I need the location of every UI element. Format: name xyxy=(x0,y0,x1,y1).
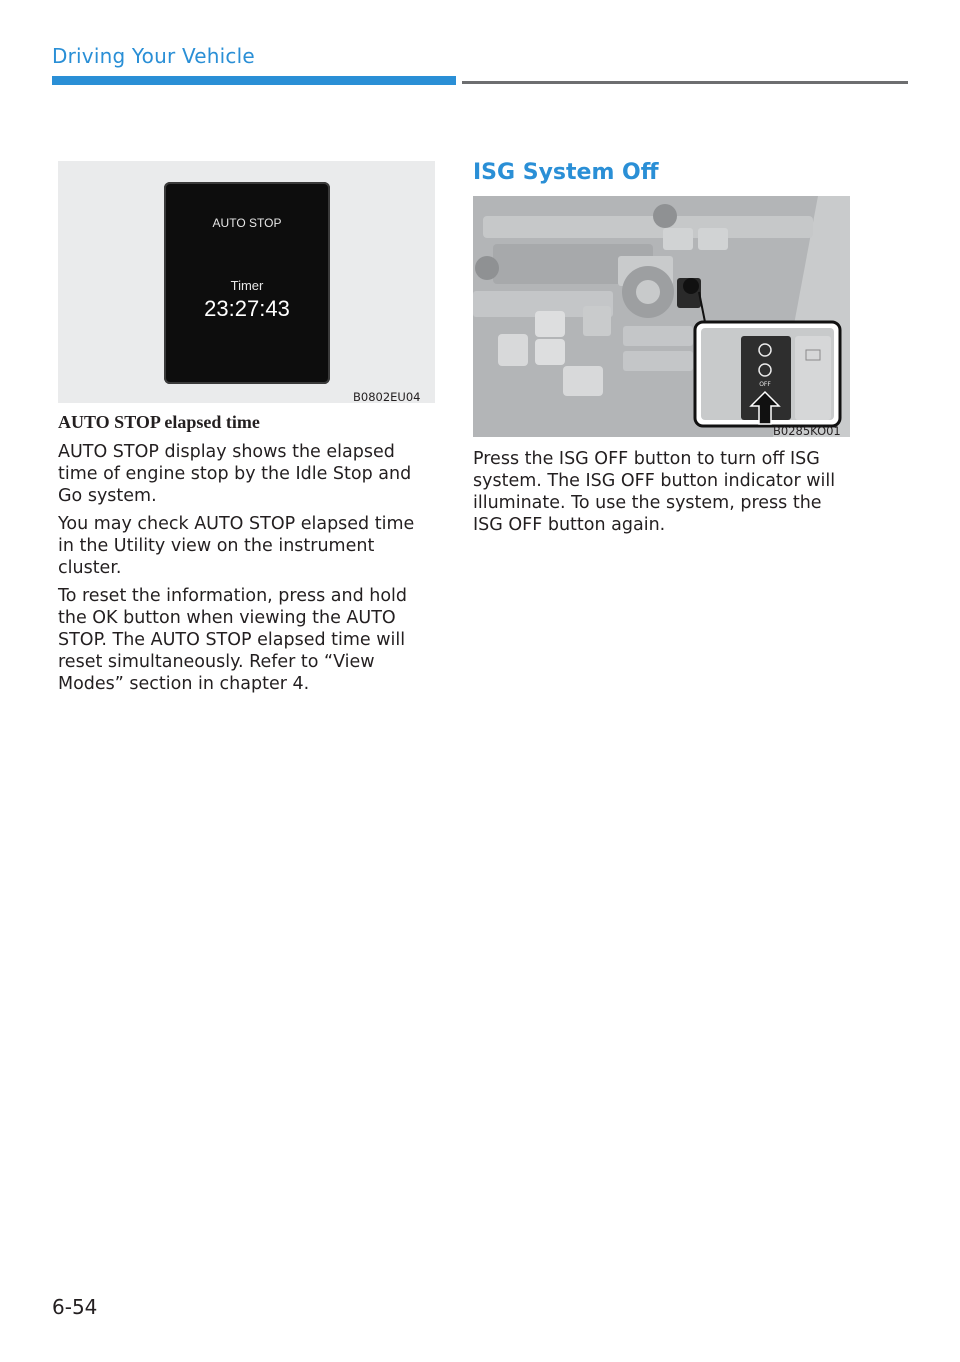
subheading: AUTO STOP elapsed time xyxy=(58,412,260,432)
center-console-illustration xyxy=(473,196,850,437)
running-header: Driving Your Vehicle xyxy=(52,44,255,68)
isg-off-button-figure xyxy=(473,196,850,437)
paragraph-3: To reset the information, press and hold the OK button when viewing the AUTO STOP. The AUTO STOP elapsed time will reset simultaneously. Refer to “View Modes” section in chapter 4. xyxy=(58,586,408,694)
auto-stop-display-figure xyxy=(58,161,435,403)
timer-label: Timer xyxy=(230,278,264,293)
isg-paragraph: Press the ISG OFF button to turn off ISG system. The ISG OFF button indicator will illuminate. To use the system, press the ISG OFF button again. xyxy=(473,449,836,535)
screen-title: AUTO STOP xyxy=(212,216,282,230)
header-rule-gray xyxy=(462,81,908,84)
cluster-screen xyxy=(164,182,330,384)
paragraph-1: AUTO STOP display shows the elapsed time of engine stop by the Idle Stop and Go system. xyxy=(58,442,412,506)
timer-value: 23:27:43 xyxy=(204,296,290,321)
isg-off-button-label: OFF xyxy=(759,381,771,388)
paragraph-2: You may check AUTO STOP elapsed time in the Utility view on the instrument cluster. xyxy=(58,514,415,578)
figure-code: B0802EU04 xyxy=(353,390,421,404)
header-rule-accent xyxy=(52,76,456,85)
page-number: 6-54 xyxy=(52,1295,98,1319)
figure-code: B0285KO01 xyxy=(773,424,841,437)
section-heading: ISG System Off xyxy=(473,160,659,185)
